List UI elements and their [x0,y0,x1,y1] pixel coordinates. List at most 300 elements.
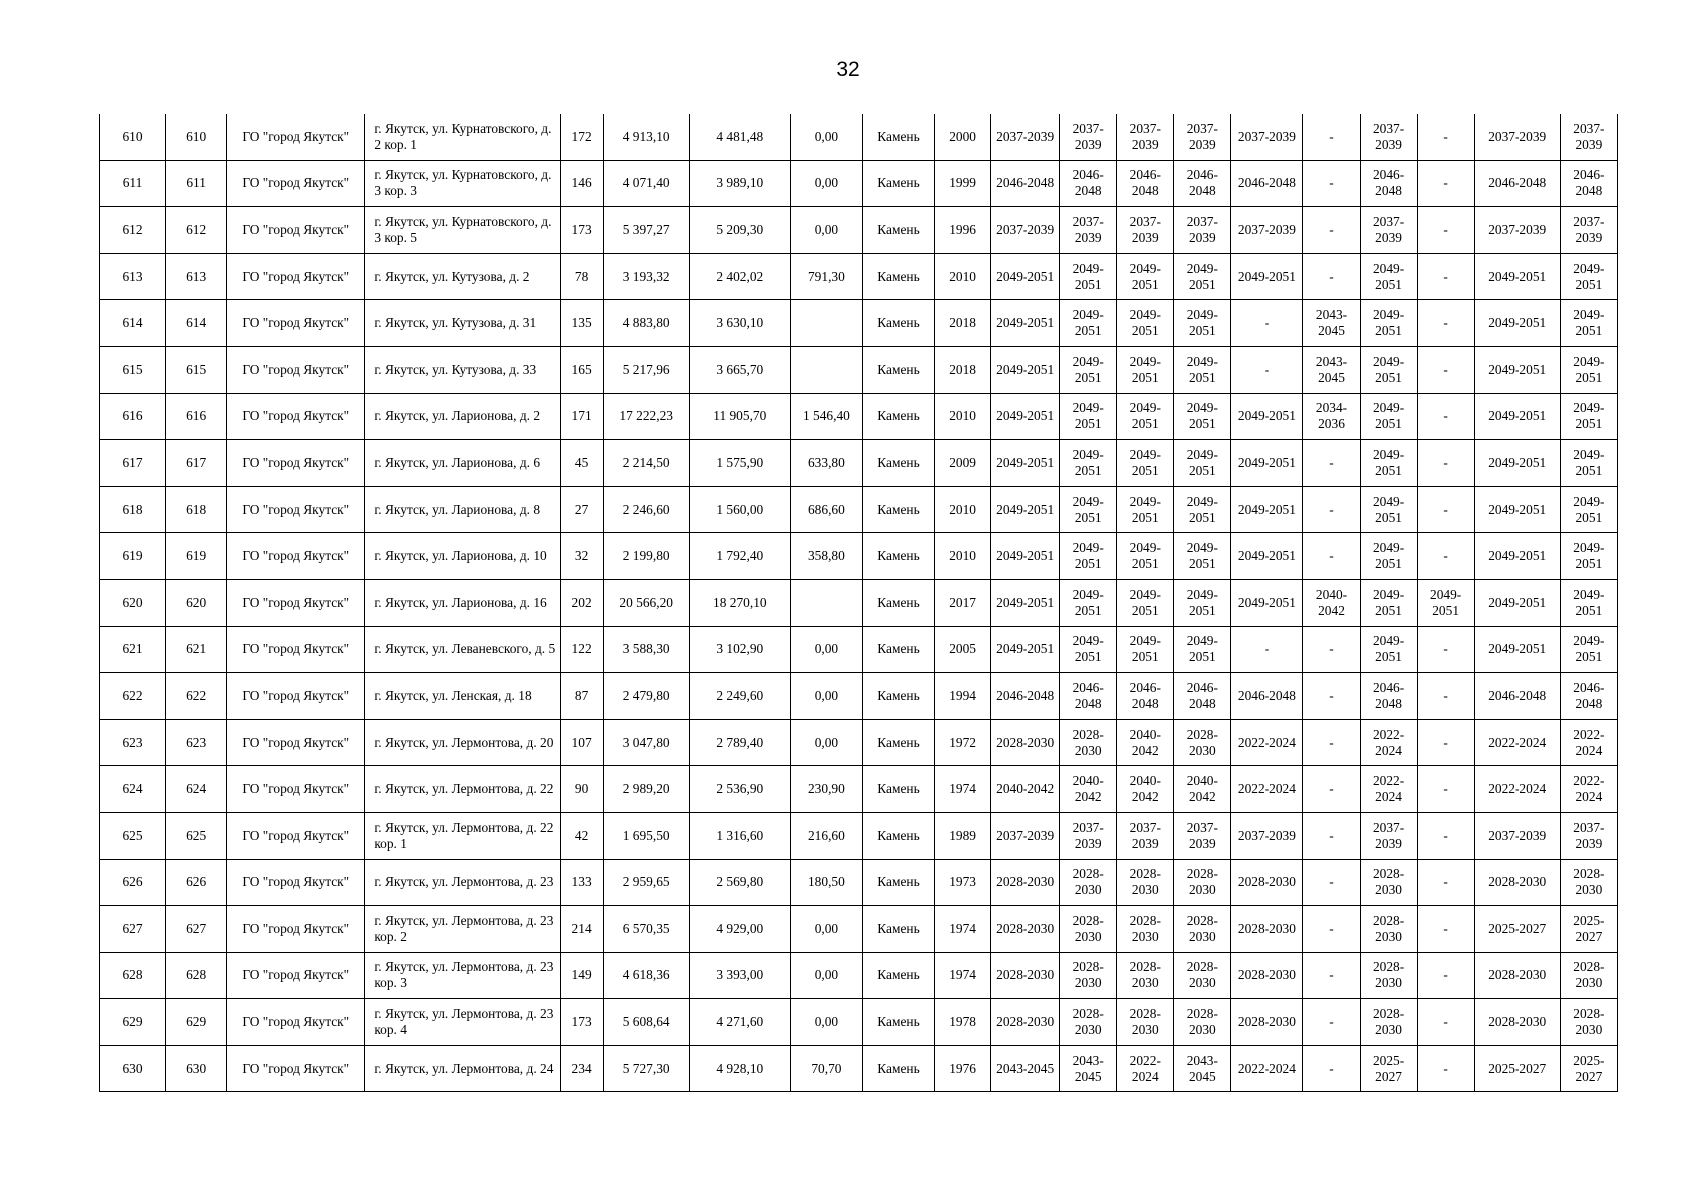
table-row [100,253,1618,300]
non-residential-area-cell [790,346,862,393]
work-period-3-cell: 2046-2048 [1117,673,1174,720]
construction-year-cell: 1974 [935,766,991,813]
work-period-5-cell: 2049-2051 [1231,393,1303,440]
residential-area-cell: 3 102,90 [689,626,790,673]
work-period-8-cell: - [1417,160,1474,207]
table-row [100,812,1618,859]
table-row [100,626,1618,673]
work-period-3-cell: 2028-2030 [1117,906,1174,953]
table-row [100,673,1618,720]
construction-year-cell: 1976 [935,1045,991,1092]
work-period-10-cell: 2049-2051 [1560,579,1617,626]
address-cell: г. Якутск, ул. Лермонтова, д. 23 кор. 3 [365,952,560,999]
work-period-10-cell: 2049-2051 [1560,533,1617,580]
work-period-8-cell: - [1417,1045,1474,1092]
row-number-cell: 626 [100,859,166,906]
address-cell: г. Якутск, ул. Ларионова, д. 8 [365,486,560,533]
wall-material-cell: Камень [862,114,934,160]
total-area-cell: 4 883,80 [603,300,689,347]
address-cell: г. Якутск, ул. Ларионова, д. 2 [365,393,560,440]
work-period-8-cell: - [1417,533,1474,580]
registry-number-cell: 613 [166,253,227,300]
work-period-6-cell: - [1303,486,1360,533]
total-area-cell: 4 071,40 [603,160,689,207]
work-period-8-cell: - [1417,906,1474,953]
work-period-9-cell: 2025-2027 [1474,906,1560,953]
work-period-1-cell: 2049-2051 [991,440,1060,487]
work-period-3-cell: 2049-2051 [1117,253,1174,300]
registry-number-cell: 617 [166,440,227,487]
work-period-4-cell: 2028-2030 [1174,999,1231,1046]
wall-material-cell: Камень [862,160,934,207]
non-residential-area-cell: 216,60 [790,812,862,859]
table-row [100,160,1618,207]
residential-area-cell: 1 560,00 [689,486,790,533]
registry-number-cell: 622 [166,673,227,720]
work-period-7-cell: 2046-2048 [1360,673,1417,720]
work-period-9-cell: 2025-2027 [1474,1045,1560,1092]
residents-cell: 172 [560,114,603,160]
work-period-4-cell: 2028-2030 [1174,719,1231,766]
residential-area-cell: 5 209,30 [689,207,790,254]
address-cell: г. Якутск, ул. Кутузова, д. 33 [365,346,560,393]
municipality-cell: ГО "город Якутск" [227,766,365,813]
work-period-10-cell: 2049-2051 [1560,626,1617,673]
residential-area-cell: 2 249,60 [689,673,790,720]
construction-year-cell: 1989 [935,812,991,859]
work-period-4-cell: 2037-2039 [1174,812,1231,859]
construction-year-cell: 2010 [935,533,991,580]
registry-number-cell: 610 [166,114,227,160]
work-period-1-cell: 2049-2051 [991,346,1060,393]
work-period-8-cell: - [1417,859,1474,906]
wall-material-cell: Камень [862,906,934,953]
construction-year-cell: 2010 [935,393,991,440]
work-period-10-cell: 2046-2048 [1560,673,1617,720]
registry-number-cell: 621 [166,626,227,673]
work-period-3-cell: 2022-2024 [1117,1045,1174,1092]
work-period-4-cell: 2043-2045 [1174,1045,1231,1092]
address-cell: г. Якутск, ул. Леваневского, д. 5 [365,626,560,673]
row-number-cell: 619 [100,533,166,580]
work-period-10-cell: 2028-2030 [1560,999,1617,1046]
work-period-7-cell: 2049-2051 [1360,393,1417,440]
total-area-cell: 3 193,32 [603,253,689,300]
registry-number-cell: 615 [166,346,227,393]
work-period-7-cell: 2049-2051 [1360,440,1417,487]
non-residential-area-cell: 180,50 [790,859,862,906]
residential-area-cell: 3 989,10 [689,160,790,207]
municipality-cell: ГО "город Якутск" [227,486,365,533]
work-period-2-cell: 2049-2051 [1060,346,1117,393]
work-period-2-cell: 2028-2030 [1060,999,1117,1046]
work-period-6-cell: 2034-2036 [1303,393,1360,440]
residents-cell: 87 [560,673,603,720]
work-period-3-cell: 2040-2042 [1117,719,1174,766]
work-period-9-cell: 2046-2048 [1474,673,1560,720]
work-period-8-cell: - [1417,300,1474,347]
work-period-7-cell: 2049-2051 [1360,486,1417,533]
work-period-7-cell: 2049-2051 [1360,533,1417,580]
work-period-3-cell: 2049-2051 [1117,300,1174,347]
work-period-7-cell: 2028-2030 [1360,999,1417,1046]
work-period-2-cell: 2049-2051 [1060,533,1117,580]
row-number-cell: 622 [100,673,166,720]
work-period-9-cell: 2037-2039 [1474,114,1560,160]
wall-material-cell: Камень [862,533,934,580]
residential-area-cell: 1 316,60 [689,812,790,859]
work-period-1-cell: 2037-2039 [991,114,1060,160]
work-period-4-cell: 2028-2030 [1174,906,1231,953]
work-period-6-cell: - [1303,719,1360,766]
work-period-1-cell: 2040-2042 [991,766,1060,813]
non-residential-area-cell: 0,00 [790,719,862,766]
total-area-cell: 5 217,96 [603,346,689,393]
work-period-8-cell: - [1417,114,1474,160]
work-period-4-cell: 2046-2048 [1174,160,1231,207]
address-cell: г. Якутск, ул. Курнатовского, д. 3 кор. 3 [365,160,560,207]
construction-year-cell: 2000 [935,114,991,160]
table-row [100,393,1618,440]
work-period-4-cell: 2037-2039 [1174,114,1231,160]
work-period-1-cell: 2028-2030 [991,906,1060,953]
residential-area-cell: 18 270,10 [689,579,790,626]
work-period-4-cell: 2028-2030 [1174,859,1231,906]
municipality-cell: ГО "город Якутск" [227,673,365,720]
work-period-2-cell: 2028-2030 [1060,952,1117,999]
wall-material-cell: Камень [862,673,934,720]
work-period-10-cell: 2028-2030 [1560,859,1617,906]
total-area-cell: 6 570,35 [603,906,689,953]
row-number-cell: 612 [100,207,166,254]
total-area-cell: 4 913,10 [603,114,689,160]
residential-area-cell: 4 929,00 [689,906,790,953]
construction-year-cell: 2010 [935,253,991,300]
work-period-1-cell: 2028-2030 [991,952,1060,999]
work-period-7-cell: 2037-2039 [1360,207,1417,254]
construction-year-cell: 2018 [935,300,991,347]
address-cell: г. Якутск, ул. Курнатовского, д. 3 кор. 5 [365,207,560,254]
work-period-8-cell: - [1417,253,1474,300]
residents-cell: 107 [560,719,603,766]
registry-number-cell: 623 [166,719,227,766]
registry-number-cell: 612 [166,207,227,254]
work-period-5-cell: 2022-2024 [1231,1045,1303,1092]
work-period-5-cell: 2028-2030 [1231,859,1303,906]
wall-material-cell: Камень [862,626,934,673]
work-period-1-cell: 2049-2051 [991,486,1060,533]
wall-material-cell: Камень [862,999,934,1046]
work-period-7-cell: 2049-2051 [1360,579,1417,626]
work-period-2-cell: 2049-2051 [1060,393,1117,440]
work-period-1-cell: 2046-2048 [991,673,1060,720]
residential-area-cell: 1 575,90 [689,440,790,487]
residents-cell: 27 [560,486,603,533]
residents-cell: 122 [560,626,603,673]
construction-year-cell: 1974 [935,906,991,953]
work-period-3-cell: 2040-2042 [1117,766,1174,813]
total-area-cell: 5 727,30 [603,1045,689,1092]
work-period-9-cell: 2022-2024 [1474,719,1560,766]
row-number-cell: 627 [100,906,166,953]
total-area-cell: 2 959,65 [603,859,689,906]
non-residential-area-cell: 0,00 [790,952,862,999]
municipality-cell: ГО "город Якутск" [227,906,365,953]
registry-number-cell: 627 [166,906,227,953]
residents-cell: 78 [560,253,603,300]
residential-area-cell: 2 789,40 [689,719,790,766]
work-period-6-cell: - [1303,160,1360,207]
work-period-1-cell: 2037-2039 [991,207,1060,254]
work-period-6-cell: - [1303,673,1360,720]
work-period-8-cell: - [1417,393,1474,440]
work-period-8-cell: - [1417,626,1474,673]
construction-year-cell: 2005 [935,626,991,673]
work-period-7-cell: 2028-2030 [1360,859,1417,906]
work-period-3-cell: 2049-2051 [1117,486,1174,533]
work-period-2-cell: 2037-2039 [1060,812,1117,859]
municipality-cell: ГО "город Якутск" [227,300,365,347]
total-area-cell: 2 246,60 [603,486,689,533]
municipality-cell: ГО "город Якутск" [227,952,365,999]
row-number-cell: 615 [100,346,166,393]
work-period-3-cell: 2028-2030 [1117,952,1174,999]
total-area-cell: 5 397,27 [603,207,689,254]
table-row [100,579,1618,626]
work-period-9-cell: 2049-2051 [1474,393,1560,440]
work-period-3-cell: 2028-2030 [1117,859,1174,906]
municipality-cell: ГО "город Якутск" [227,440,365,487]
table-body [100,114,1618,1092]
work-period-10-cell: 2049-2051 [1560,486,1617,533]
municipality-cell: ГО "город Якутск" [227,859,365,906]
work-period-1-cell: 2049-2051 [991,626,1060,673]
work-period-5-cell: 2028-2030 [1231,906,1303,953]
residents-cell: 90 [560,766,603,813]
residential-area-cell: 3 630,10 [689,300,790,347]
construction-year-cell: 1994 [935,673,991,720]
registry-number-cell: 611 [166,160,227,207]
residents-cell: 165 [560,346,603,393]
row-number-cell: 617 [100,440,166,487]
work-period-6-cell: - [1303,906,1360,953]
table-row [100,1045,1618,1092]
work-period-1-cell: 2049-2051 [991,300,1060,347]
work-period-3-cell: 2037-2039 [1117,812,1174,859]
work-period-7-cell: 2049-2051 [1360,253,1417,300]
work-period-4-cell: 2037-2039 [1174,207,1231,254]
row-number-cell: 623 [100,719,166,766]
work-period-9-cell: 2049-2051 [1474,486,1560,533]
work-period-10-cell: 2049-2051 [1560,393,1617,440]
non-residential-area-cell: 791,30 [790,253,862,300]
work-period-7-cell: 2022-2024 [1360,719,1417,766]
total-area-cell: 2 199,80 [603,533,689,580]
residents-cell: 149 [560,952,603,999]
work-period-9-cell: 2049-2051 [1474,440,1560,487]
residential-area-cell: 3 393,00 [689,952,790,999]
work-period-2-cell: 2049-2051 [1060,253,1117,300]
address-cell: г. Якутск, ул. Кутузова, д. 2 [365,253,560,300]
work-period-7-cell: 2025-2027 [1360,1045,1417,1092]
work-period-7-cell: 2049-2051 [1360,346,1417,393]
non-residential-area-cell: 0,00 [790,999,862,1046]
residents-cell: 202 [560,579,603,626]
work-period-2-cell: 2040-2042 [1060,766,1117,813]
table-row [100,719,1618,766]
work-period-4-cell: 2049-2051 [1174,300,1231,347]
wall-material-cell: Камень [862,1045,934,1092]
wall-material-cell: Камень [862,812,934,859]
work-period-4-cell: 2049-2051 [1174,533,1231,580]
work-period-8-cell: 2049-2051 [1417,579,1474,626]
work-period-8-cell: - [1417,440,1474,487]
work-period-6-cell: 2040-2042 [1303,579,1360,626]
work-period-6-cell: - [1303,859,1360,906]
work-period-4-cell: 2049-2051 [1174,253,1231,300]
wall-material-cell: Камень [862,486,934,533]
work-period-1-cell: 2049-2051 [991,393,1060,440]
residents-cell: 133 [560,859,603,906]
work-period-10-cell: 2028-2030 [1560,952,1617,999]
municipality-cell: ГО "город Якутск" [227,160,365,207]
work-period-5-cell: 2022-2024 [1231,719,1303,766]
registry-number-cell: 624 [166,766,227,813]
work-period-4-cell: 2049-2051 [1174,440,1231,487]
work-period-5-cell: - [1231,626,1303,673]
wall-material-cell: Камень [862,207,934,254]
non-residential-area-cell: 0,00 [790,626,862,673]
table-row [100,859,1618,906]
table-row [100,533,1618,580]
work-period-5-cell: 2028-2030 [1231,952,1303,999]
work-period-8-cell: - [1417,999,1474,1046]
work-period-5-cell: 2046-2048 [1231,160,1303,207]
work-period-8-cell: - [1417,346,1474,393]
address-cell: г. Якутск, ул. Лермонтова, д. 24 [365,1045,560,1092]
non-residential-area-cell [790,579,862,626]
total-area-cell: 5 608,64 [603,999,689,1046]
work-period-10-cell: 2037-2039 [1560,812,1617,859]
work-period-8-cell: - [1417,766,1474,813]
municipality-cell: ГО "город Якутск" [227,1045,365,1092]
work-period-6-cell: - [1303,626,1360,673]
registry-number-cell: 629 [166,999,227,1046]
municipality-cell: ГО "город Якутск" [227,533,365,580]
work-period-7-cell: 2049-2051 [1360,626,1417,673]
work-period-5-cell: 2037-2039 [1231,207,1303,254]
residents-cell: 214 [560,906,603,953]
row-number-cell: 621 [100,626,166,673]
work-period-10-cell: 2037-2039 [1560,114,1617,160]
residents-cell: 234 [560,1045,603,1092]
wall-material-cell: Камень [862,579,934,626]
construction-year-cell: 1973 [935,859,991,906]
construction-year-cell: 1999 [935,160,991,207]
municipality-cell: ГО "город Якутск" [227,999,365,1046]
work-period-4-cell: 2040-2042 [1174,766,1231,813]
work-period-8-cell: - [1417,486,1474,533]
registry-number-cell: 616 [166,393,227,440]
work-period-8-cell: - [1417,719,1474,766]
work-period-6-cell: - [1303,1045,1360,1092]
residential-area-cell: 1 792,40 [689,533,790,580]
work-period-9-cell: 2049-2051 [1474,626,1560,673]
work-period-10-cell: 2022-2024 [1560,766,1617,813]
non-residential-area-cell: 0,00 [790,906,862,953]
construction-year-cell: 2009 [935,440,991,487]
residential-area-cell: 2 569,80 [689,859,790,906]
work-period-3-cell: 2049-2051 [1117,626,1174,673]
work-period-1-cell: 2049-2051 [991,253,1060,300]
wall-material-cell: Камень [862,393,934,440]
work-period-2-cell: 2049-2051 [1060,486,1117,533]
work-period-9-cell: 2049-2051 [1474,579,1560,626]
work-period-3-cell: 2037-2039 [1117,114,1174,160]
non-residential-area-cell: 70,70 [790,1045,862,1092]
residential-area-cell: 2 402,02 [689,253,790,300]
work-period-5-cell: 2037-2039 [1231,812,1303,859]
work-period-3-cell: 2049-2051 [1117,393,1174,440]
work-period-4-cell: 2049-2051 [1174,393,1231,440]
address-cell: г. Якутск, ул. Курнатовского, д. 2 кор. 1 [365,114,560,160]
work-period-6-cell: - [1303,114,1360,160]
construction-year-cell: 1972 [935,719,991,766]
work-period-1-cell: 2028-2030 [991,999,1060,1046]
work-period-3-cell: 2046-2048 [1117,160,1174,207]
work-period-5-cell: - [1231,300,1303,347]
work-period-1-cell: 2028-2030 [991,719,1060,766]
table-row [100,207,1618,254]
work-period-5-cell: 2049-2051 [1231,440,1303,487]
work-period-3-cell: 2049-2051 [1117,579,1174,626]
row-number-cell: 610 [100,114,166,160]
wall-material-cell: Камень [862,719,934,766]
work-period-4-cell: 2046-2048 [1174,673,1231,720]
work-period-10-cell: 2049-2051 [1560,440,1617,487]
total-area-cell: 3 047,80 [603,719,689,766]
address-cell: г. Якутск, ул. Ларионова, д. 16 [365,579,560,626]
non-residential-area-cell [790,300,862,347]
row-number-cell: 629 [100,999,166,1046]
work-period-10-cell: 2025-2027 [1560,1045,1617,1092]
wall-material-cell: Камень [862,952,934,999]
work-period-6-cell: - [1303,440,1360,487]
work-period-4-cell: 2049-2051 [1174,486,1231,533]
non-residential-area-cell: 1 546,40 [790,393,862,440]
total-area-cell: 2 989,20 [603,766,689,813]
work-period-3-cell: 2037-2039 [1117,207,1174,254]
work-period-1-cell: 2049-2051 [991,579,1060,626]
address-cell: г. Якутск, ул. Лермонтова, д. 20 [365,719,560,766]
registry-number-cell: 619 [166,533,227,580]
work-period-5-cell: 2049-2051 [1231,533,1303,580]
construction-year-cell: 2017 [935,579,991,626]
construction-year-cell: 2018 [935,346,991,393]
municipality-cell: ГО "город Якутск" [227,207,365,254]
work-period-2-cell: 2028-2030 [1060,859,1117,906]
work-period-4-cell: 2049-2051 [1174,346,1231,393]
work-period-9-cell: 2028-2030 [1474,999,1560,1046]
row-number-cell: 611 [100,160,166,207]
row-number-cell: 613 [100,253,166,300]
non-residential-area-cell: 0,00 [790,160,862,207]
registry-number-cell: 614 [166,300,227,347]
registry-number-cell: 630 [166,1045,227,1092]
address-cell: г. Якутск, ул. Лермонтова, д. 23 кор. 2 [365,906,560,953]
work-period-5-cell: 2049-2051 [1231,579,1303,626]
work-period-4-cell: 2049-2051 [1174,626,1231,673]
